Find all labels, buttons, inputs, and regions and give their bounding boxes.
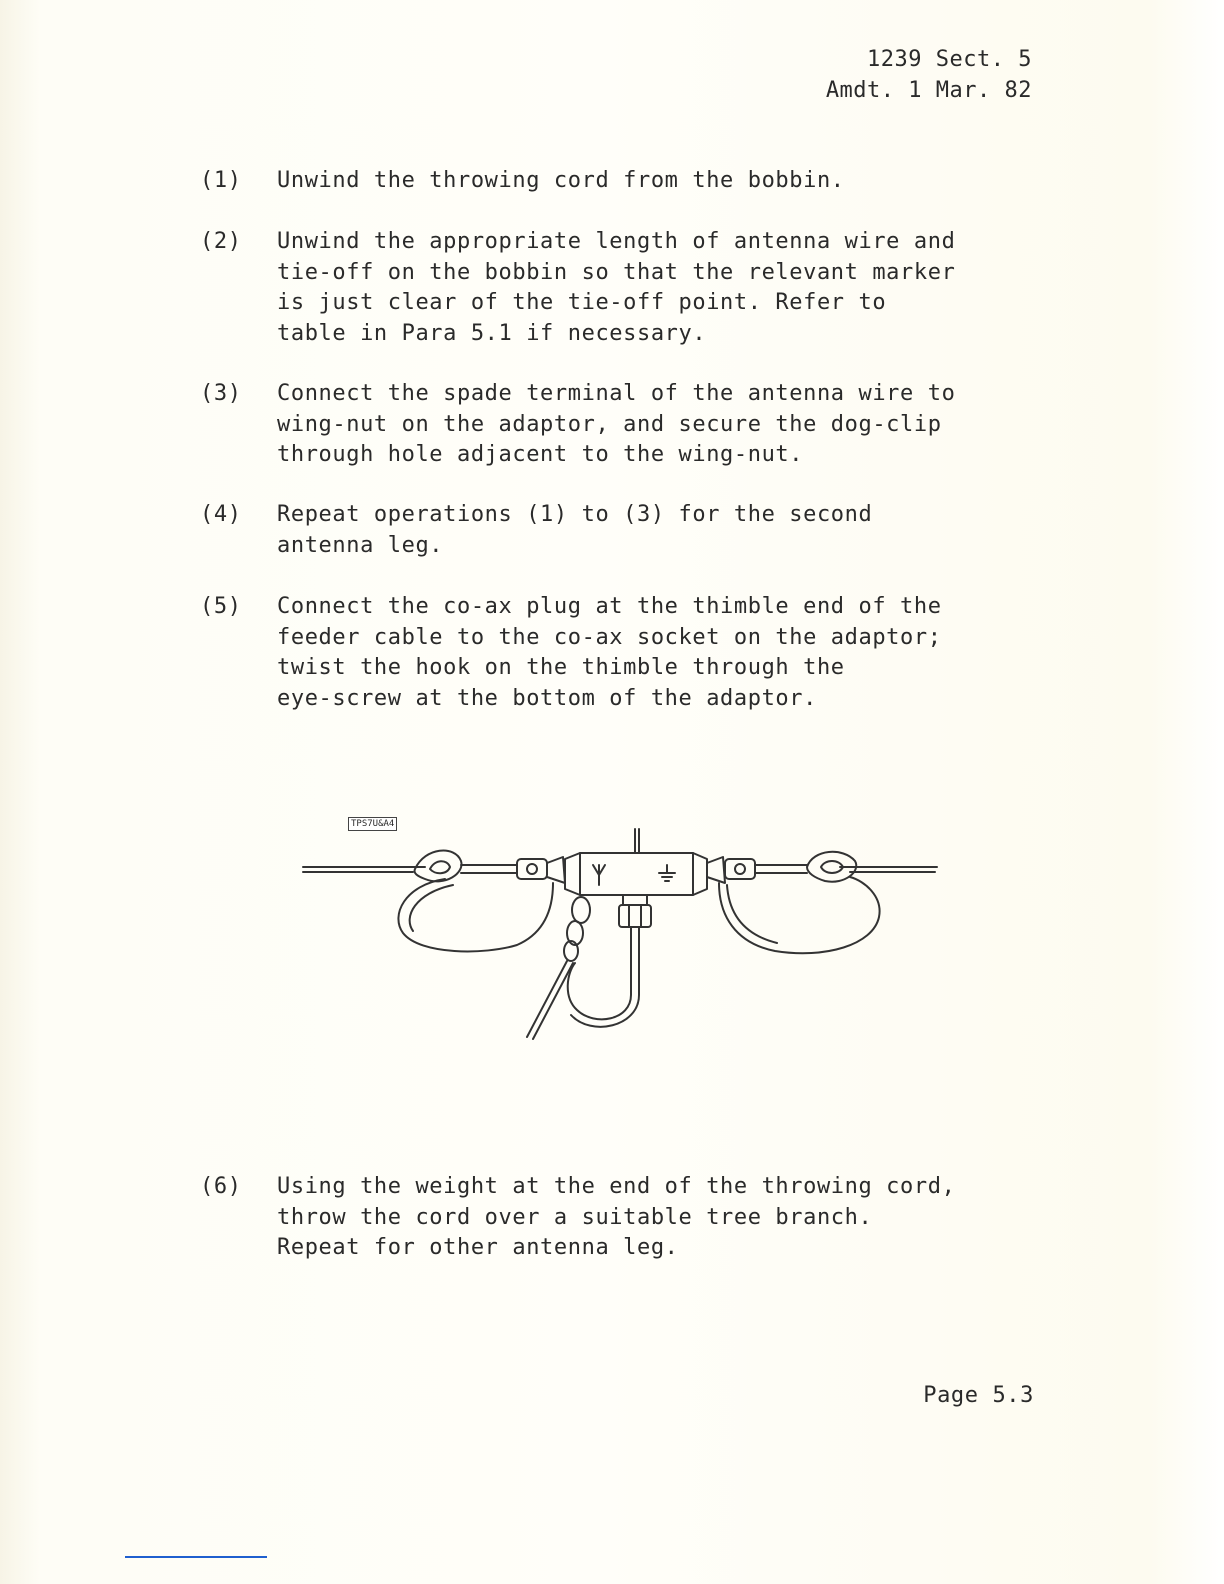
left-dog-clip bbox=[547, 857, 565, 883]
step-4 bbox=[200, 500, 1040, 561]
left-insulator-eye bbox=[414, 851, 461, 882]
step-text: Connect the spade terminal of the antenna wire to wing-nut on the adaptor, and secure the dog-clip through hole adjacent to the wing-nut. bbox=[277, 381, 956, 467]
left-cord-loop bbox=[398, 879, 553, 951]
step-number: (3) bbox=[200, 381, 242, 406]
header-amendment: Amdt. 1 Mar. 82 bbox=[825, 78, 1032, 103]
step-number: (4) bbox=[200, 502, 242, 527]
left-wing-nut bbox=[517, 859, 547, 879]
eye-screw bbox=[572, 897, 590, 923]
step-1 bbox=[200, 166, 1040, 197]
page-number: Page 5.3 bbox=[923, 1383, 1034, 1408]
antenna-adaptor-illustration bbox=[295, 805, 945, 1055]
step-5 bbox=[200, 592, 1040, 714]
adaptor-drawing bbox=[295, 805, 945, 1055]
step-text: Unwind the appropriate length of antenna wire and tie-off on the bobbin so that the relevant marker is just clear of the tie-off point. Refer to table in Para 5.1 if necessary. bbox=[277, 229, 956, 346]
step-2 bbox=[200, 227, 1040, 349]
bottom-rule bbox=[125, 1556, 267, 1558]
step-number: (1) bbox=[200, 168, 242, 193]
step-6 bbox=[200, 1172, 1040, 1264]
step-3 bbox=[200, 379, 1040, 471]
right-cord-loop bbox=[719, 877, 880, 953]
step-text: Unwind the throwing cord from the bobbin. bbox=[277, 168, 845, 193]
right-wing-nut bbox=[725, 859, 755, 879]
feeder-cable-hook bbox=[568, 927, 631, 1019]
right-dog-clip bbox=[707, 857, 725, 883]
header-section-ref: 1239 Sect. 5 bbox=[867, 47, 1032, 72]
antenna-symbol bbox=[593, 865, 605, 885]
step-number: (6) bbox=[200, 1174, 242, 1199]
coax-plug bbox=[619, 905, 651, 927]
step-number: (2) bbox=[200, 229, 242, 254]
step-text: Using the weight at the end of the throwing cord, throw the cord over a suitable tree branch. Repeat for other antenna leg. bbox=[277, 1174, 956, 1260]
figure-tag: TPS7U&A4 bbox=[348, 817, 397, 831]
feeder-lead bbox=[527, 961, 567, 1037]
coax-socket bbox=[623, 895, 647, 905]
document-header bbox=[826, 44, 1032, 106]
adaptor-body bbox=[565, 853, 707, 895]
step-number: (5) bbox=[200, 594, 242, 619]
ground-symbol bbox=[659, 865, 675, 881]
step-text: Repeat operations (1) to (3) for the second antenna leg. bbox=[277, 502, 873, 558]
step-text: Connect the co-ax plug at the thimble end of the feeder cable to the co-ax socket on the adaptor; twist the hook on the thimble through the eye-screw at the bottom of the adaptor. bbox=[277, 594, 942, 711]
